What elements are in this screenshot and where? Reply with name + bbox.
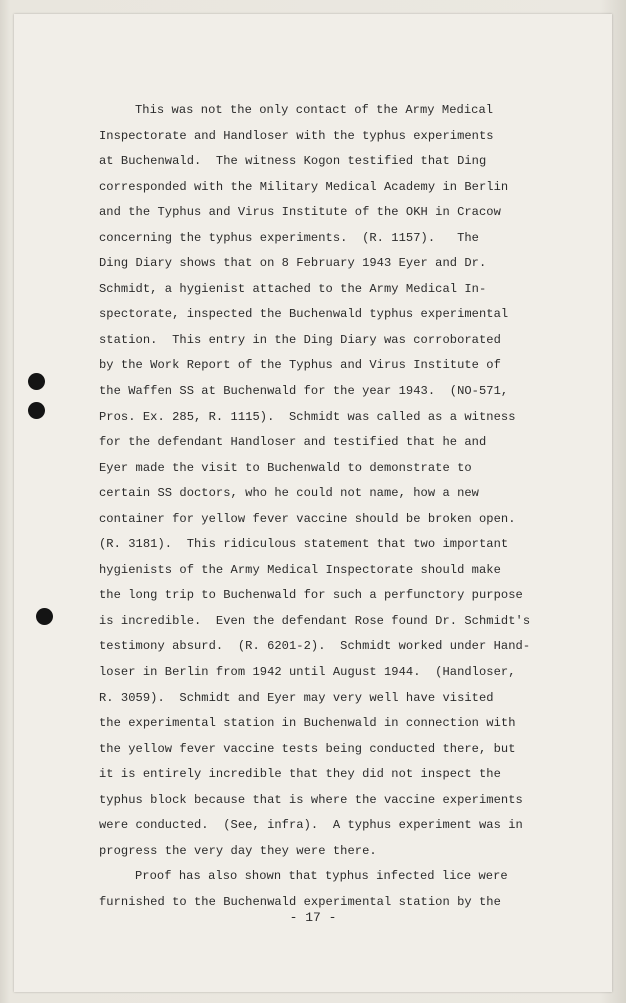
- text-line: hygienists of the Army Medical Inspectorate should make: [99, 562, 501, 577]
- text-line: furnished to the Buchenwald experimental station by the: [99, 894, 501, 909]
- text-line: the yellow fever vaccine tests being conducted there, but: [99, 741, 516, 756]
- text-line: by the Work Report of the Typhus and Virus Institute of: [99, 358, 501, 373]
- page-number: - 17 -: [289, 910, 337, 925]
- text-line: station. This entry in the Ding Diary was corroborated: [99, 332, 501, 347]
- text-line: R. 3059). Schmidt and Eyer may very well have visited: [99, 690, 494, 705]
- text-line: This was not the only contact of the Army Medical: [135, 103, 494, 117]
- text-line: Schmidt, a hygienist attached to the Army Medical In-: [99, 281, 487, 296]
- text-line: spectorate, inspected the Buchenwald typhus experimental: [99, 307, 509, 322]
- text-line: Proof has also shown that typhus infected lice were: [135, 869, 508, 884]
- text-line: and the Typhus and Virus Institute of the OKH in Cracow: [99, 205, 501, 220]
- text-line: typhus block because that is where the vaccine experiments: [99, 792, 523, 807]
- text-line: certain SS doctors, who he could not name, how a new: [99, 486, 479, 501]
- text-line: container for yellow fever vaccine should be broken open.: [99, 511, 516, 526]
- text-line: were conducted. (See, infra). A typhus experiment was in: [99, 818, 523, 833]
- text-line: the Waffen SS at Buchenwald for the year 1943. (NO-571,: [99, 384, 509, 399]
- text-line: for the defendant Handloser and testified that he and: [99, 435, 487, 450]
- text-line: concerning the typhus experiments. (R. 1157). The: [99, 230, 479, 245]
- text-line: testimony absurd. (R. 6201-2). Schmidt worked under Hand-: [99, 639, 531, 654]
- text-line: Eyer made the visit to Buchenwald to demonstrate to: [99, 460, 472, 475]
- text-line: is incredible. Even the defendant Rose found Dr. Schmidt's: [99, 613, 531, 628]
- text-line: corresponded with the Military Medical Academy in Berlin: [99, 179, 509, 194]
- document-body: [99, 98, 539, 916]
- punch-hole-bottom: [36, 608, 53, 625]
- paragraph-1: [99, 98, 539, 864]
- text-line: progress the very day they were there.: [99, 843, 377, 858]
- text-line: at Buchenwald. The witness Kogon testified that Ding: [99, 154, 487, 169]
- text-line: it is entirely incredible that they did not inspect the: [99, 767, 501, 782]
- text-line: Inspectorate and Handloser with the typhus experiments: [99, 128, 494, 143]
- punch-hole-top: [28, 373, 45, 390]
- text-line: Pros. Ex. 285, R. 1115). Schmidt was called as a witness: [99, 409, 516, 424]
- text-line: the experimental station in Buchenwald in connection with: [99, 716, 516, 731]
- punch-hole-middle: [28, 402, 45, 419]
- text-line: loser in Berlin from 1942 until August 1944. (Handloser,: [99, 665, 516, 680]
- text-line: Ding Diary shows that on 8 February 1943 Eyer and Dr.: [99, 256, 487, 271]
- paragraph-2: [99, 864, 539, 915]
- text-line: the long trip to Buchenwald for such a perfunctory purpose: [99, 588, 523, 603]
- text-line: (R. 3181). This ridiculous statement that two important: [99, 537, 509, 552]
